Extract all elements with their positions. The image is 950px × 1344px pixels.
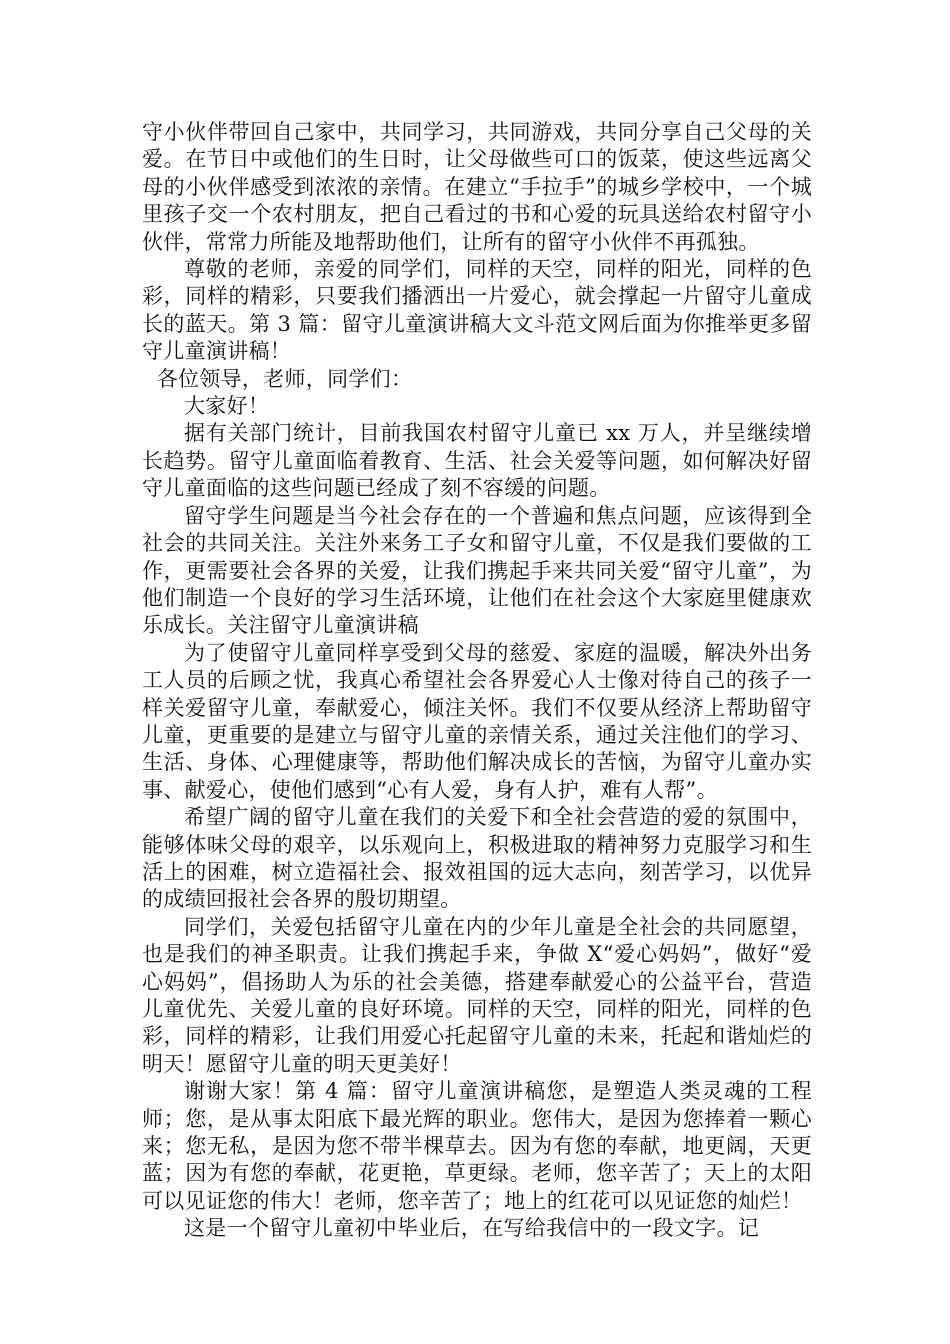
paragraph-salutation: 各位领导，老师，同学们： (156, 366, 413, 391)
paragraph-hope: 希望广阔的留守儿童在我们的关爱下和全社会营造的爱的氛围中，能够体味父母的艰辛，以乐观向上，积极进取的精神努力克服学习和生活上的困难，树立造福社会、报效祖国的远大志向，刻苦学习，以优异的成绩回报社会各界的殷切期望。 (142, 805, 812, 912)
paragraph-thanks-teachers: 谢谢大家！第 4 篇：留守儿童演讲稿您，是塑造人类灵魂的工程师；您，是从事太阳底下最光辉的职业。您伟大，是因为您捧着一颗心来；您无私，是因为您不带半棵草去。因为有您的奉献，地更阔，天更蓝；因为有您的奉献，花更艳，草更绿。老师，您辛苦了；天上的太阳可以见证您的伟大！老师，您辛苦了；地上的红花可以见证您的灿烂！ (142, 1079, 812, 1213)
paragraph-greeting: 大家好！ (184, 394, 270, 419)
paragraph-family-warmth: 为了使留守儿童同样享受到父母的慈爱、家庭的温暖，解决外出务工人员的后顾之忧，我真心希望社会各界爱心人士像对待自己的孩子一样关爱留守儿童，奉献爱心，倾注关怀。我们不仅要从经济上帮助留守儿童，更重要的是建立与留守儿童的亲情关系，通过关注他们的学习、生活、身体、心理健康等，帮助他们解决成长的苦恼，为留守儿童办实事、献爱心，使他们感到“心有人爱，身有人护，难有人帮”。 (142, 640, 812, 802)
paragraph-letter-excerpt: 这是一个留守儿童初中毕业后，在写给我信中的一段文字。记 (184, 1216, 760, 1241)
paragraph-closing-remarks: 尊敬的老师，亲爱的同学们，同样的天空，同样的阳光，同样的色彩，同样的精彩，只要我们播洒出一片爱心，就会撑起一片留守儿童成长的蓝天。第 3 篇：留守儿童演讲稿大文斗范文网后面为你推举更多留守儿童演讲稿！ (142, 257, 812, 364)
paragraph-statistics: 据有关部门统计，目前我国农村留守儿童已 xx 万人，并呈继续增长趋势。留守儿童面临着教育、生活、社会关爱等问题，如何解决好留守儿童面临的这些问题已经成了刻不容缓的问题。 (142, 421, 812, 501)
paragraph-call-to-action: 同学们，关爱包括留守儿童在内的少年儿童是全社会的共同愿望，也是我们的神圣职责。让我们携起手来，争做 X“爱心妈妈”，做好“爱心妈妈”，倡扬助人为乐的社会美德，搭建奉献爱心的公益平台，营造儿童优先、关爱儿童的良好环境。同样的天空，同样的阳光，同样的色彩，同样的精彩，让我们用爱心托起留守儿童的未来，托起和谐灿烂的明天！愿留守儿童的明天更美好！ (142, 914, 812, 1076)
document-body (142, 119, 812, 1243)
paragraph-social-concern: 留守学生问题是当今社会存在的一个普遍和焦点问题，应该得到全社会的共同关注。关注外来务工子女和留守儿童，不仅是我们要做的工作，更需要社会各界的关爱，让我们携起手来共同关爱“留守儿童”，为他们制造一个良好的学习生活环境，让他们在社会这个大家庭里健康欢乐成长。关注留守儿童演讲稿 (142, 503, 812, 638)
paragraph-continuation: 守小伙伴带回自己家中，共同学习，共同游戏，共同分享自己父母的关爱。在节日中或他们的生日时，让父母做些可口的饭菜，使这些远离父母的小伙伴感受到浓浓的亲情。在建立“手拉手”的城乡学校中，一个城里孩子交一个农村朋友，把自己看过的书和心爱的玩具送给农村留守小伙伴，常常力所能及地帮助他们，让所有的留守小伙伴不再孤独。 (142, 120, 812, 254)
